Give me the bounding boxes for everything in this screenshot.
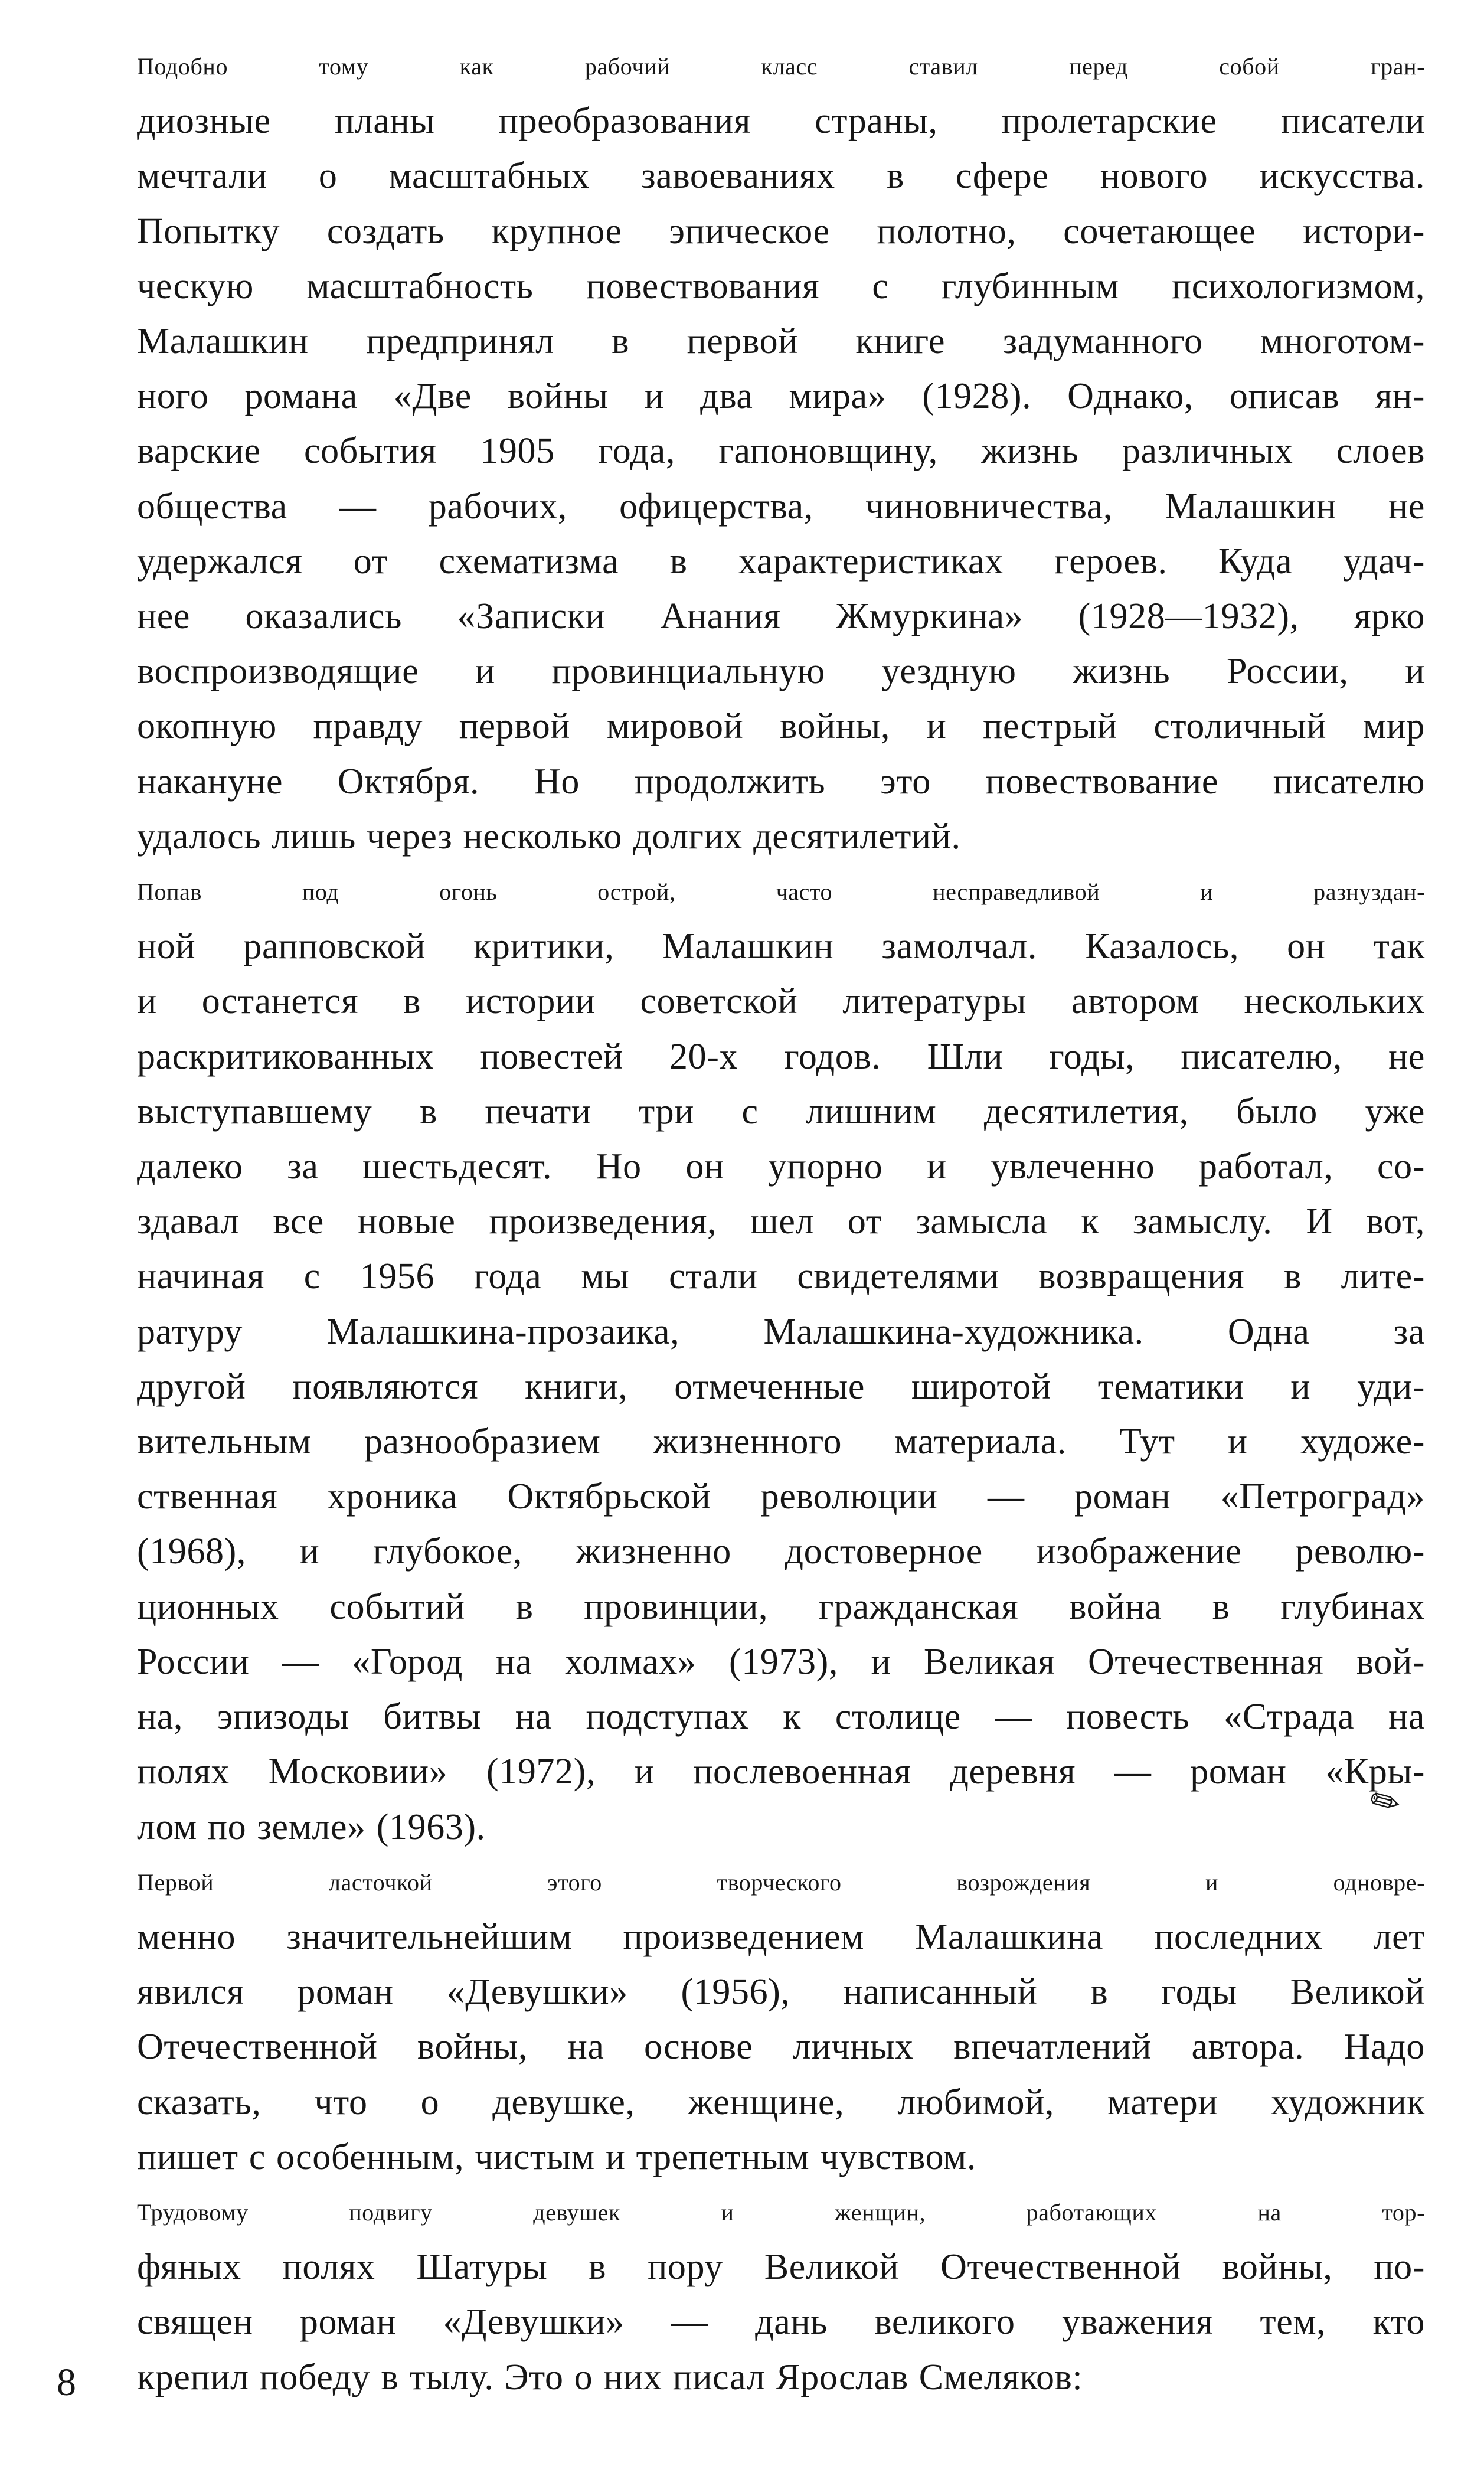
text-line: мечтали о масштабных завоеваниях в сфере нового искусства.	[137, 156, 1425, 197]
text-line: раскритикованных повестей 20-х годов. Шли годы, писателю, не	[137, 1036, 1425, 1077]
text-line: Отечественной войны, на основе личных впечатлений автора. Надо	[137, 2027, 1425, 2067]
text-line: Трудовому подвигу девушек и женщин, работающих на тор-	[137, 2199, 1425, 2226]
text-line: России — «Город на холмах» (1973), и Великая Отечественная вой-	[137, 1641, 1425, 1682]
page-number: 8	[57, 2361, 76, 2404]
text-line: далеко за шестьдесят. Но он упорно и увлеченно работал, со-	[137, 1146, 1425, 1187]
text-line: другой появляются книги, отмеченные широтой тематики и уди-	[137, 1366, 1425, 1407]
text-line: здавал все новые произведения, шел от замысла к замыслу. И вот,	[137, 1201, 1425, 1242]
text-line: ного романа «Две войны и два мира» (1928). Однако, описав ян-	[137, 376, 1425, 417]
text-line: сказать, что о девушке, женщине, любимой, матери художник	[137, 2082, 1425, 2122]
text-line: Подобно тому как рабочий класс ставил перед собой гран-	[137, 53, 1425, 80]
text-line: диозные планы преобразования страны, пролетарские писатели	[137, 101, 1425, 142]
text-line: полях Московии» (1972), и послевоенная деревня — роман «Кры-	[137, 1752, 1425, 1792]
text-line: ственная хроника Октябрьской революции — роман «Петроград»	[137, 1477, 1425, 1517]
text-line: (1968), и глубокое, жизненно достоверное изображение револю-	[137, 1531, 1425, 1572]
text-line: удержался от схематизма в характеристиках героев. Куда удач-	[137, 541, 1425, 582]
text-line: накануне Октября. Но продолжить это повествование писателю	[137, 761, 1425, 802]
paragraph-1	[57, 39, 1425, 864]
text-line: ческую масштабность повествования с глубинным психологизмом,	[137, 266, 1425, 306]
text-line: лом по земле» (1963).	[137, 1807, 486, 1847]
text-line: общества — рабочих, офицерства, чиновничества, Малашкин не	[137, 486, 1425, 527]
text-line: нее оказались «Записки Анания Жмуркина» (1928—1932), ярко	[137, 596, 1425, 637]
text-line: вительным разнообразием жизненного материала. Тут и художе-	[137, 1422, 1425, 1462]
text-line: Малашкин предпринял в первой книге задуманного многотом-	[137, 321, 1425, 362]
text-line: и останется в истории советской литературы автором нескольких	[137, 981, 1425, 1022]
text-line: священ роман «Девушки» — дань великого уважения тем, кто	[137, 2302, 1425, 2343]
paragraph-4	[57, 2185, 1425, 2405]
text-line: ратуру Малашкина-прозаика, Малашкина-художника. Одна за	[137, 1311, 1425, 1352]
text-line: ционных событий в провинции, гражданская война в глубинах	[137, 1586, 1425, 1627]
pen-mark-icon: ✎	[1362, 1777, 1409, 1828]
text-line: крепил победу в тылу. Это о них писал Ярослав Смеляков:	[137, 2357, 1083, 2397]
text-line: выступавшему в печати три с лишним десятилетия, было уже	[137, 1091, 1425, 1132]
text-line: воспроизводящие и провинциальную уездную жизнь России, и	[137, 651, 1425, 692]
text-line: ной рапповской критики, Малашкин замолчал. Казалось, он так	[137, 926, 1425, 967]
text-line: явился роман «Девушки» (1956), написанный в годы Великой	[137, 1972, 1425, 2013]
page-body-text	[57, 39, 1425, 2405]
text-line: менно значительнейшим произведением Малашкина последних лет	[137, 1916, 1425, 1957]
text-line: окопную правду первой мировой войны, и пестрый столичный мир	[137, 706, 1425, 747]
text-line: начиная с 1956 года мы стали свидетелями возвращения в лите-	[137, 1256, 1425, 1297]
text-line: на, эпизоды битвы на подступах к столице — повесть «Страда на	[137, 1697, 1425, 1737]
text-line: варские события 1905 года, гапоновщину, жизнь различных слоев	[137, 431, 1425, 472]
text-line: Попытку создать крупное эпическое полотно, сочетающее истори-	[137, 211, 1425, 251]
text-line: фяных полях Шатуры в пору Великой Отечественной войны, по-	[137, 2247, 1425, 2288]
paragraph-2	[57, 864, 1425, 1855]
text-line: Первой ласточкой этого творческого возрождения и одновре-	[137, 1869, 1425, 1896]
paragraph-3	[57, 1855, 1425, 2185]
text-line: удалось лишь через несколько долгих десятилетий.	[137, 816, 961, 857]
text-line: Попав под огонь острой, часто несправедливой и разнуздан-	[137, 878, 1425, 906]
text-line: пишет с особенным, чистым и трепетным чувством.	[137, 2137, 976, 2177]
